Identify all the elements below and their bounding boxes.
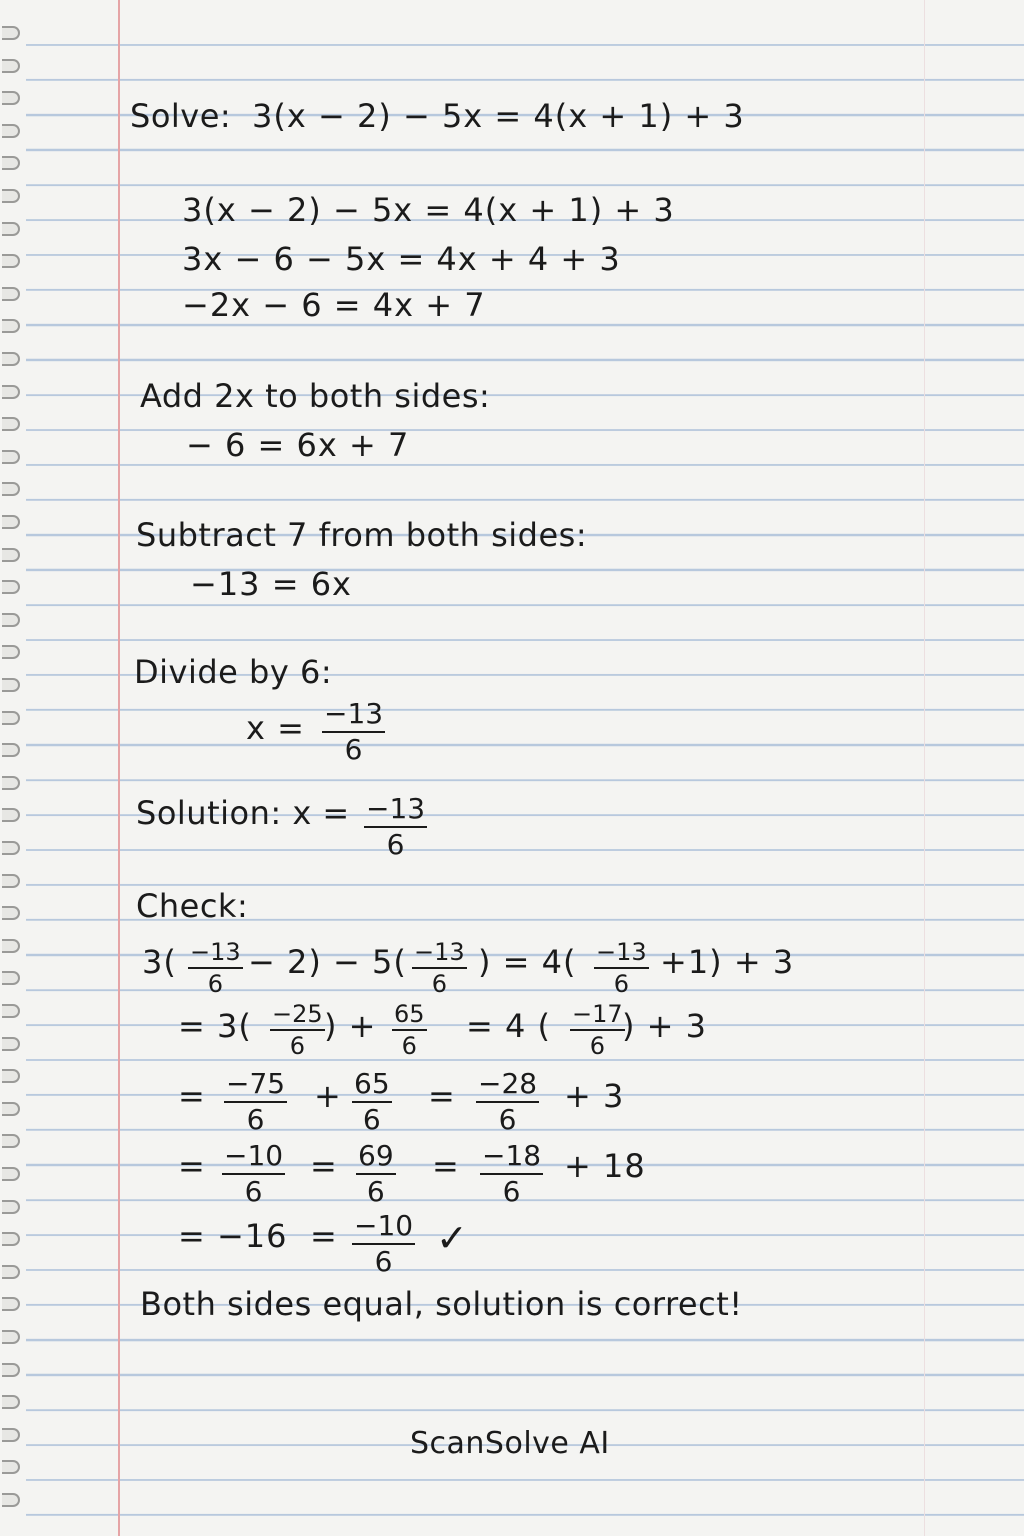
binding-hole [2, 1200, 20, 1214]
binding-hole [2, 156, 20, 170]
check-2-part-2: ) + [324, 1007, 377, 1045]
fraction-numerator: 69 [356, 1142, 396, 1175]
binding-hole [2, 1134, 20, 1148]
brand-watermark: ScanSolve AI [410, 1426, 610, 1461]
binding-hole [2, 548, 20, 562]
check-2-fraction-2 [392, 1002, 427, 1058]
faint-right-line [924, 0, 925, 1536]
check-1-part-4: +1) + 3 [660, 943, 795, 981]
conclusion-text: Both sides equal, solution is correct! [140, 1285, 743, 1323]
binding-hole [2, 319, 20, 333]
divide-numerator: −13 [322, 700, 385, 733]
fraction-numerator: 65 [392, 1002, 427, 1031]
binding-hole [2, 1363, 20, 1377]
binding-hole [2, 645, 20, 659]
check-4-fraction-3 [480, 1139, 543, 1208]
binding-hole [2, 482, 20, 496]
binding-hole [2, 515, 20, 529]
binding-hole [2, 1102, 20, 1116]
binding-hole [2, 26, 20, 40]
fraction-numerator: −75 [224, 1070, 287, 1103]
fraction-denominator: 6 [401, 1032, 417, 1060]
binding-hole [2, 1232, 20, 1246]
binding-hole [2, 971, 20, 985]
check-1-fraction-1 [188, 940, 243, 996]
check-3-fraction-3 [476, 1067, 539, 1136]
check-4-part-2: = [310, 1147, 338, 1185]
fraction-numerator: −13 [412, 940, 467, 969]
check-3-part-2: + [314, 1077, 342, 1115]
add-step-result: − 6 = 6x + 7 [186, 426, 410, 464]
binding-hole [2, 450, 20, 464]
check-3-fraction-1 [224, 1067, 287, 1136]
binding-hole [2, 613, 20, 627]
solution-fraction [364, 792, 427, 861]
fraction-numerator: 65 [352, 1070, 392, 1103]
fraction-denominator: 6 [374, 1245, 393, 1278]
binding-hole [2, 189, 20, 203]
binding-hole [2, 743, 20, 757]
binding-hole [2, 385, 20, 399]
check-3-part-1: = [178, 1077, 206, 1115]
fraction-numerator: −13 [594, 940, 649, 969]
binding-hole [2, 678, 20, 692]
divide-denominator: 6 [344, 733, 363, 766]
binding-hole [2, 808, 20, 822]
fraction-numerator: −10 [222, 1142, 285, 1175]
check-1-part-1: 3( [142, 943, 177, 981]
binding-hole [2, 841, 20, 855]
check-1-fraction-3 [594, 940, 649, 996]
check-1-part-2: − 2) − 5( [248, 943, 407, 981]
binding-hole [2, 254, 20, 268]
checkmark-icon: ✓ [436, 1216, 468, 1260]
fraction-numerator: −17 [570, 1002, 625, 1031]
binding-hole [2, 906, 20, 920]
binding-hole [2, 580, 20, 594]
check-5-part-1: = −16 [178, 1217, 288, 1255]
fraction-denominator: 6 [613, 970, 629, 998]
solution-label: Solution: x = [136, 794, 350, 832]
divide-lhs: x = [246, 709, 305, 747]
fraction-denominator: 6 [207, 970, 223, 998]
check-3-part-3: = [428, 1077, 456, 1115]
margin-line [118, 0, 120, 1536]
check-2-fraction-1 [270, 1002, 325, 1058]
fraction-denominator: 6 [498, 1103, 517, 1136]
subtract-step-result: −13 = 6x [190, 565, 352, 603]
spiral-binding [0, 0, 26, 1536]
binding-hole [2, 352, 20, 366]
fraction-denominator: 6 [502, 1175, 521, 1208]
check-3-part-4: + 3 [564, 1077, 625, 1115]
binding-hole [2, 939, 20, 953]
problem-equation: 3(x − 2) − 5x = 4(x + 1) + 3 [252, 97, 745, 135]
check-5-fraction [352, 1209, 415, 1278]
fraction-denominator: 6 [246, 1103, 265, 1136]
binding-hole [2, 1330, 20, 1344]
check-2-part-4: ) + 3 [622, 1007, 707, 1045]
binding-hole [2, 287, 20, 301]
fraction-numerator: −25 [270, 1002, 325, 1031]
fraction-denominator: 6 [589, 1032, 605, 1060]
binding-hole [2, 1069, 20, 1083]
fraction-numerator: −28 [476, 1070, 539, 1103]
step-line-2: 3x − 6 − 5x = 4x + 4 + 3 [182, 240, 621, 278]
binding-hole [2, 1493, 20, 1507]
fraction-denominator: 6 [366, 1175, 385, 1208]
binding-hole [2, 776, 20, 790]
binding-hole [2, 1265, 20, 1279]
step-line-3: −2x − 6 = 4x + 7 [182, 286, 486, 324]
step-line-1: 3(x − 2) − 5x = 4(x + 1) + 3 [182, 191, 675, 229]
binding-hole [2, 1428, 20, 1442]
binding-hole [2, 124, 20, 138]
binding-hole [2, 1037, 20, 1051]
fraction-denominator: 6 [362, 1103, 381, 1136]
check-5-part-2: = [310, 1217, 338, 1255]
subtract-step-label: Subtract 7 from both sides: [136, 516, 588, 554]
check-3-fraction-2 [352, 1067, 392, 1136]
solution-numerator: −13 [364, 795, 427, 828]
binding-hole [2, 222, 20, 236]
check-4-fraction-1 [222, 1139, 285, 1208]
fraction-numerator: −10 [352, 1212, 415, 1245]
check-4-part-1: = [178, 1147, 206, 1185]
check-1-part-3: ) = 4( [478, 943, 577, 981]
divide-fraction [322, 697, 385, 766]
fraction-numerator: −13 [188, 940, 243, 969]
add-step-label: Add 2x to both sides: [140, 377, 491, 415]
binding-hole [2, 874, 20, 888]
binding-hole [2, 1460, 20, 1474]
binding-hole [2, 1395, 20, 1409]
fraction-denominator: 6 [431, 970, 447, 998]
check-4-part-3: = [432, 1147, 460, 1185]
fraction-denominator: 6 [289, 1032, 305, 1060]
binding-hole [2, 59, 20, 73]
fraction-numerator: −18 [480, 1142, 543, 1175]
check-1-fraction-2 [412, 940, 467, 996]
check-2-fraction-3 [570, 1002, 625, 1058]
binding-hole [2, 1297, 20, 1311]
fraction-denominator: 6 [244, 1175, 263, 1208]
binding-hole [2, 1167, 20, 1181]
check-2-part-1: = 3( [178, 1007, 252, 1045]
binding-hole [2, 1004, 20, 1018]
check-4-part-4: + 18 [564, 1147, 646, 1185]
solve-label: Solve: [130, 97, 232, 135]
binding-hole [2, 417, 20, 431]
check-2-part-3: = 4 ( [466, 1007, 551, 1045]
check-label: Check: [136, 887, 249, 925]
binding-hole [2, 91, 20, 105]
check-4-fraction-2 [356, 1139, 396, 1208]
divide-step-label: Divide by 6: [134, 653, 333, 691]
solution-denominator: 6 [386, 828, 405, 861]
binding-hole [2, 711, 20, 725]
